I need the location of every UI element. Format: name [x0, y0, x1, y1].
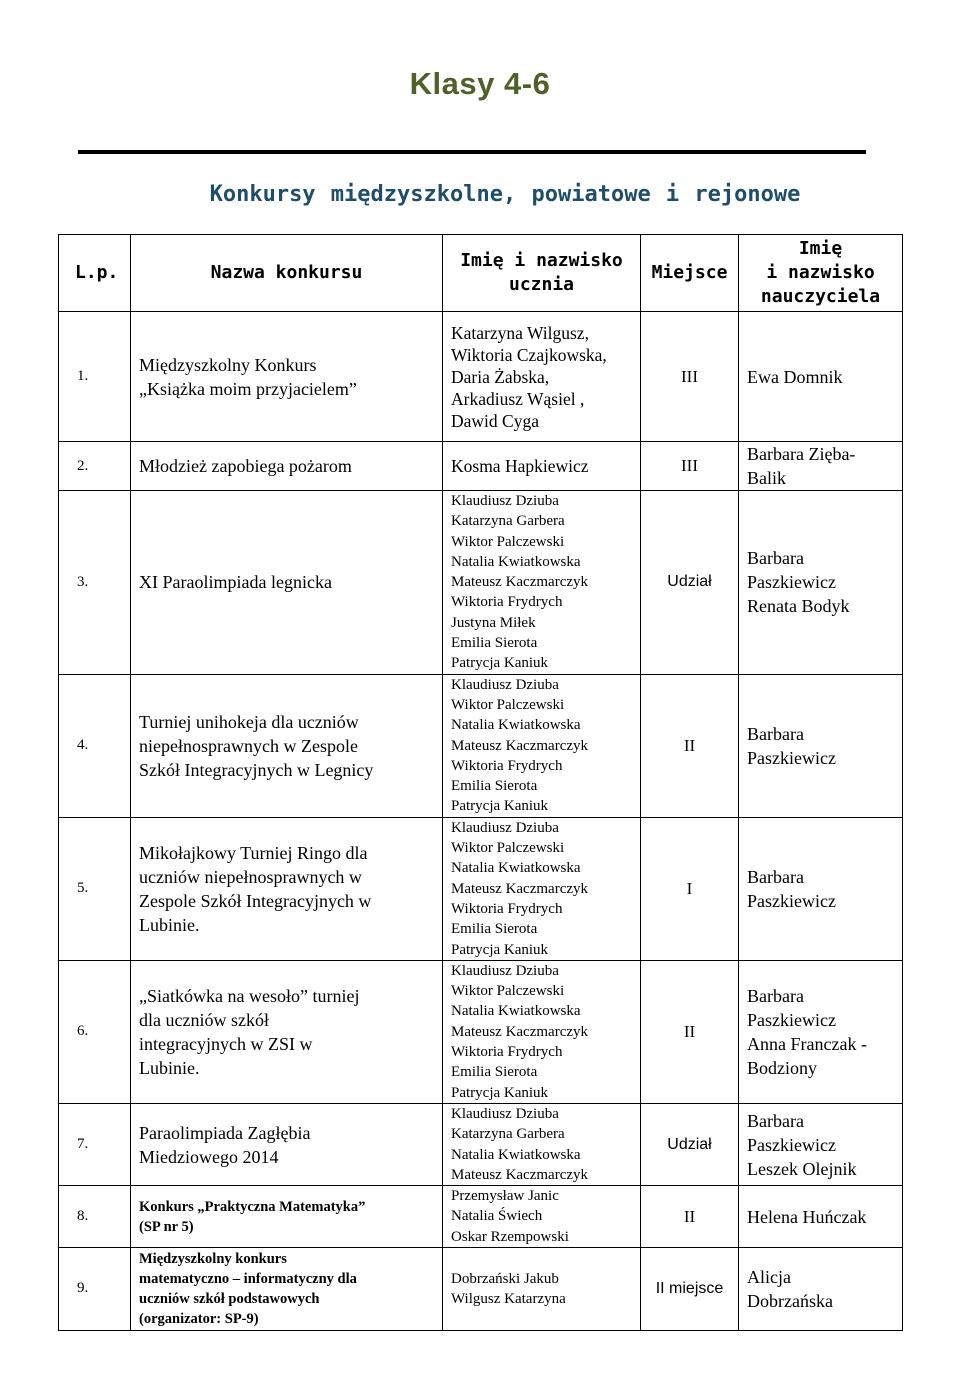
table-row [59, 674, 903, 817]
teacher-name [739, 1186, 903, 1248]
row-number: 6. [59, 960, 131, 1103]
row-number: 4. [59, 674, 131, 817]
competition-name [131, 312, 443, 442]
student-name: Klaudiusz Dziuba [451, 676, 559, 693]
competition-name [131, 1247, 443, 1330]
student-name: Wiktor Palczewski [451, 533, 565, 550]
table-header-row [59, 235, 903, 312]
teacher-name-line: Barbara [747, 866, 804, 887]
competition-name-line: Turniej unihokeja dla uczniów [139, 711, 359, 732]
competition-name [131, 1103, 443, 1185]
row-number: 9. [59, 1247, 131, 1330]
competition-name-line: (organizator: SP-9) [139, 1310, 259, 1327]
competition-name-line: Mikołajkowy Turniej Ringo dla [139, 842, 368, 863]
competition-name-line: Konkurs „Praktyczna Matematyka” [139, 1198, 366, 1215]
teacher-name [739, 960, 903, 1103]
student-name: Mateusz Kaczmarczyk [451, 1166, 589, 1183]
place-result: Udział [641, 1103, 739, 1185]
teacher-name-line: Bodziony [747, 1057, 817, 1078]
student-name: Mateusz Kaczmarczyk [451, 574, 589, 591]
student-name: Mateusz Kaczmarczyk [451, 1023, 589, 1040]
row-number: 3. [59, 491, 131, 675]
table-row [59, 312, 903, 442]
teacher-name-line: Renata Bodyk [747, 596, 850, 617]
student-names [443, 1103, 641, 1185]
competition-name-line: integracyjnych w ZSI w [139, 1033, 313, 1054]
student-name: Patrycja Kaniuk [451, 655, 549, 672]
student-name: Patrycja Kaniuk [451, 1084, 549, 1101]
teacher-name [739, 1103, 903, 1185]
teacher-name [739, 1247, 903, 1330]
table-row [59, 1186, 903, 1248]
teacher-name-line: Helena Huńczak [747, 1206, 867, 1227]
student-name: Wilgusz Katarzyna [451, 1290, 566, 1307]
place-result: I [641, 817, 739, 960]
table-row [59, 491, 903, 675]
header-place: Miejsce [641, 235, 739, 312]
student-name: Kosma Hapkiewicz [451, 456, 589, 476]
student-name: Oskar Rzempowski [451, 1228, 569, 1245]
header-lp: L.p. [59, 235, 131, 312]
competition-name-line: „Książka moim przyjacielem” [139, 378, 357, 399]
teacher-name [739, 442, 903, 491]
header-teacher-line: Imię [798, 238, 843, 259]
student-name: Wiktor Palczewski [451, 983, 565, 1000]
competition-name-line: Paraolimpiada Zagłębia [139, 1122, 311, 1143]
competition-name-line: Młodzież zapobiega pożarom [139, 456, 352, 476]
student-name: Emilia Sierota [451, 778, 538, 795]
student-name: Natalia Świech [451, 1208, 543, 1225]
student-names [443, 442, 641, 491]
student-name: Klaudiusz Dziuba [451, 962, 559, 979]
competition-name-line: Międzyszkolny konkurs [139, 1250, 287, 1267]
place-result: II [641, 674, 739, 817]
teacher-name [739, 312, 903, 442]
teacher-name-line: Barbara [747, 985, 804, 1006]
teacher-name-line: Barbara [747, 723, 804, 744]
place-result: II [641, 1186, 739, 1248]
teacher-name-line: Barbara [747, 1110, 804, 1131]
student-name: Dobrzański Jakub [451, 1270, 559, 1287]
student-name: Emilia Sierota [451, 1064, 538, 1081]
place-result: II [641, 960, 739, 1103]
student-name: Wiktor Palczewski [451, 696, 565, 713]
student-name: Wiktoria Frydrych [451, 594, 563, 611]
teacher-name-line: Barbara [747, 548, 804, 569]
row-number: 5. [59, 817, 131, 960]
student-name: Przemysław Janic [451, 1188, 559, 1205]
student-name: Natalia Kwiatkowska [451, 860, 581, 877]
page-title: Klasy 4-6 [409, 66, 551, 101]
teacher-name-line: Dobrzańska [747, 1290, 833, 1311]
table-row [59, 442, 903, 491]
student-name: Wiktoria Frydrych [451, 757, 563, 774]
student-name: Daria Żabska, [451, 366, 550, 387]
row-number: 8. [59, 1186, 131, 1248]
place-result: Udział [641, 491, 739, 675]
competition-name-line: „Siatkówka na wesoło” turniej [139, 985, 360, 1006]
place-result: II miejsce [641, 1247, 739, 1330]
teacher-name-line: Paszkiewicz [747, 1009, 836, 1030]
student-name: Klaudiusz Dziuba [451, 1105, 559, 1122]
competition-name-line: dla uczniów szkół [139, 1009, 269, 1030]
student-names [443, 1186, 641, 1248]
student-name: Klaudiusz Dziuba [451, 819, 559, 836]
table-row [59, 1103, 903, 1185]
student-name: Mateusz Kaczmarczyk [451, 880, 589, 897]
competition-name-line: (SP nr 5) [139, 1218, 194, 1235]
teacher-name-line: Ewa Domnik [747, 366, 843, 387]
student-name: Dawid Cyga [451, 410, 539, 431]
teacher-name [739, 491, 903, 675]
competition-name [131, 1186, 443, 1248]
student-name: Wiktoria Frydrych [451, 900, 563, 917]
competition-name-line: Międzyszkolny Konkurs [139, 354, 317, 375]
teacher-name-line: Alicja [747, 1266, 791, 1287]
place-result: III [641, 442, 739, 491]
table-row [59, 817, 903, 960]
student-names [443, 674, 641, 817]
competition-name-line: XI Paraolimpiada legnicka [139, 572, 332, 593]
student-name: Natalia Kwiatkowska [451, 553, 581, 570]
competition-name-line: Lubinie. [139, 1057, 200, 1078]
student-name: Wiktoria Czajkowska, [451, 344, 607, 365]
header-student-name: Imię i nazwisko ucznia [443, 235, 641, 312]
competition-name-line: Lubinie. [139, 914, 200, 935]
student-name: Mateusz Kaczmarczyk [451, 737, 589, 754]
student-name: Wiktoria Frydrych [451, 1044, 563, 1061]
student-name: Natalia Kwiatkowska [451, 1003, 581, 1020]
teacher-name-line: Paszkiewicz [747, 1134, 836, 1155]
teacher-name [739, 817, 903, 960]
competition-name-line: Miedziowego 2014 [139, 1146, 279, 1167]
competition-name-line: matematyczno – informatyczny dla [139, 1270, 357, 1287]
competition-name-line: niepełnosprawnych w Zespole [139, 735, 358, 756]
student-name: Emilia Sierota [451, 635, 538, 652]
header-teacher-line: nauczyciela [760, 286, 881, 307]
teacher-name-line: Paszkiewicz [747, 572, 836, 593]
competition-name [131, 491, 443, 675]
horizontal-rule [78, 150, 866, 154]
student-names [443, 817, 641, 960]
teacher-name-line: Barbara Zięba- [747, 444, 856, 464]
student-names [443, 491, 641, 675]
competition-name-line: Zespole Szkół Integracyjnych w [139, 890, 372, 911]
teacher-name-line: Paszkiewicz [747, 747, 836, 768]
student-name: Emilia Sierota [451, 921, 538, 938]
student-name: Katarzyna Wilgusz, [451, 322, 589, 343]
row-number: 1. [59, 312, 131, 442]
competitions-table [58, 234, 903, 1331]
student-names [443, 960, 641, 1103]
teacher-name-line: Balik [747, 468, 786, 488]
competition-name [131, 817, 443, 960]
competition-name [131, 674, 443, 817]
student-name: Wiktor Palczewski [451, 840, 565, 857]
competition-name [131, 960, 443, 1103]
student-name: Justyna Miłek [451, 614, 536, 631]
table-row [59, 1247, 903, 1330]
teacher-name-line: Anna Franczak - [747, 1033, 867, 1054]
student-name: Natalia Kwiatkowska [451, 717, 581, 734]
student-name: Natalia Kwiatkowska [451, 1146, 581, 1163]
teacher-name-line: Leszek Olejnik [747, 1158, 857, 1179]
student-name: Katarzyna Garbera [451, 513, 565, 530]
student-name: Patrycja Kaniuk [451, 941, 549, 958]
teacher-name [739, 674, 903, 817]
student-names [443, 312, 641, 442]
student-names [443, 1247, 641, 1330]
competition-name-line: uczniów niepełnosprawnych w [139, 866, 362, 887]
header-competition-name: Nazwa konkursu [131, 235, 443, 312]
competition-name-line: uczniów szkół podstawowych [139, 1290, 320, 1307]
section-subtitle: Konkursy międzyszkolne, powiatowe i rejonowe [209, 182, 801, 207]
student-name: Patrycja Kaniuk [451, 798, 549, 815]
student-name: Arkadiusz Wąsiel , [451, 388, 585, 409]
student-name: Katarzyna Garbera [451, 1126, 565, 1143]
row-number: 7. [59, 1103, 131, 1185]
row-number: 2. [59, 442, 131, 491]
competition-name-line: Szkół Integracyjnych w Legnicy [139, 759, 374, 780]
student-name: Klaudiusz Dziuba [451, 493, 559, 509]
table-row [59, 960, 903, 1103]
teacher-name-line: Paszkiewicz [747, 890, 836, 911]
header-teacher-name [739, 235, 903, 312]
place-result: III [641, 312, 739, 442]
competition-name [131, 442, 443, 491]
header-teacher-line: i nazwisko [766, 262, 875, 283]
